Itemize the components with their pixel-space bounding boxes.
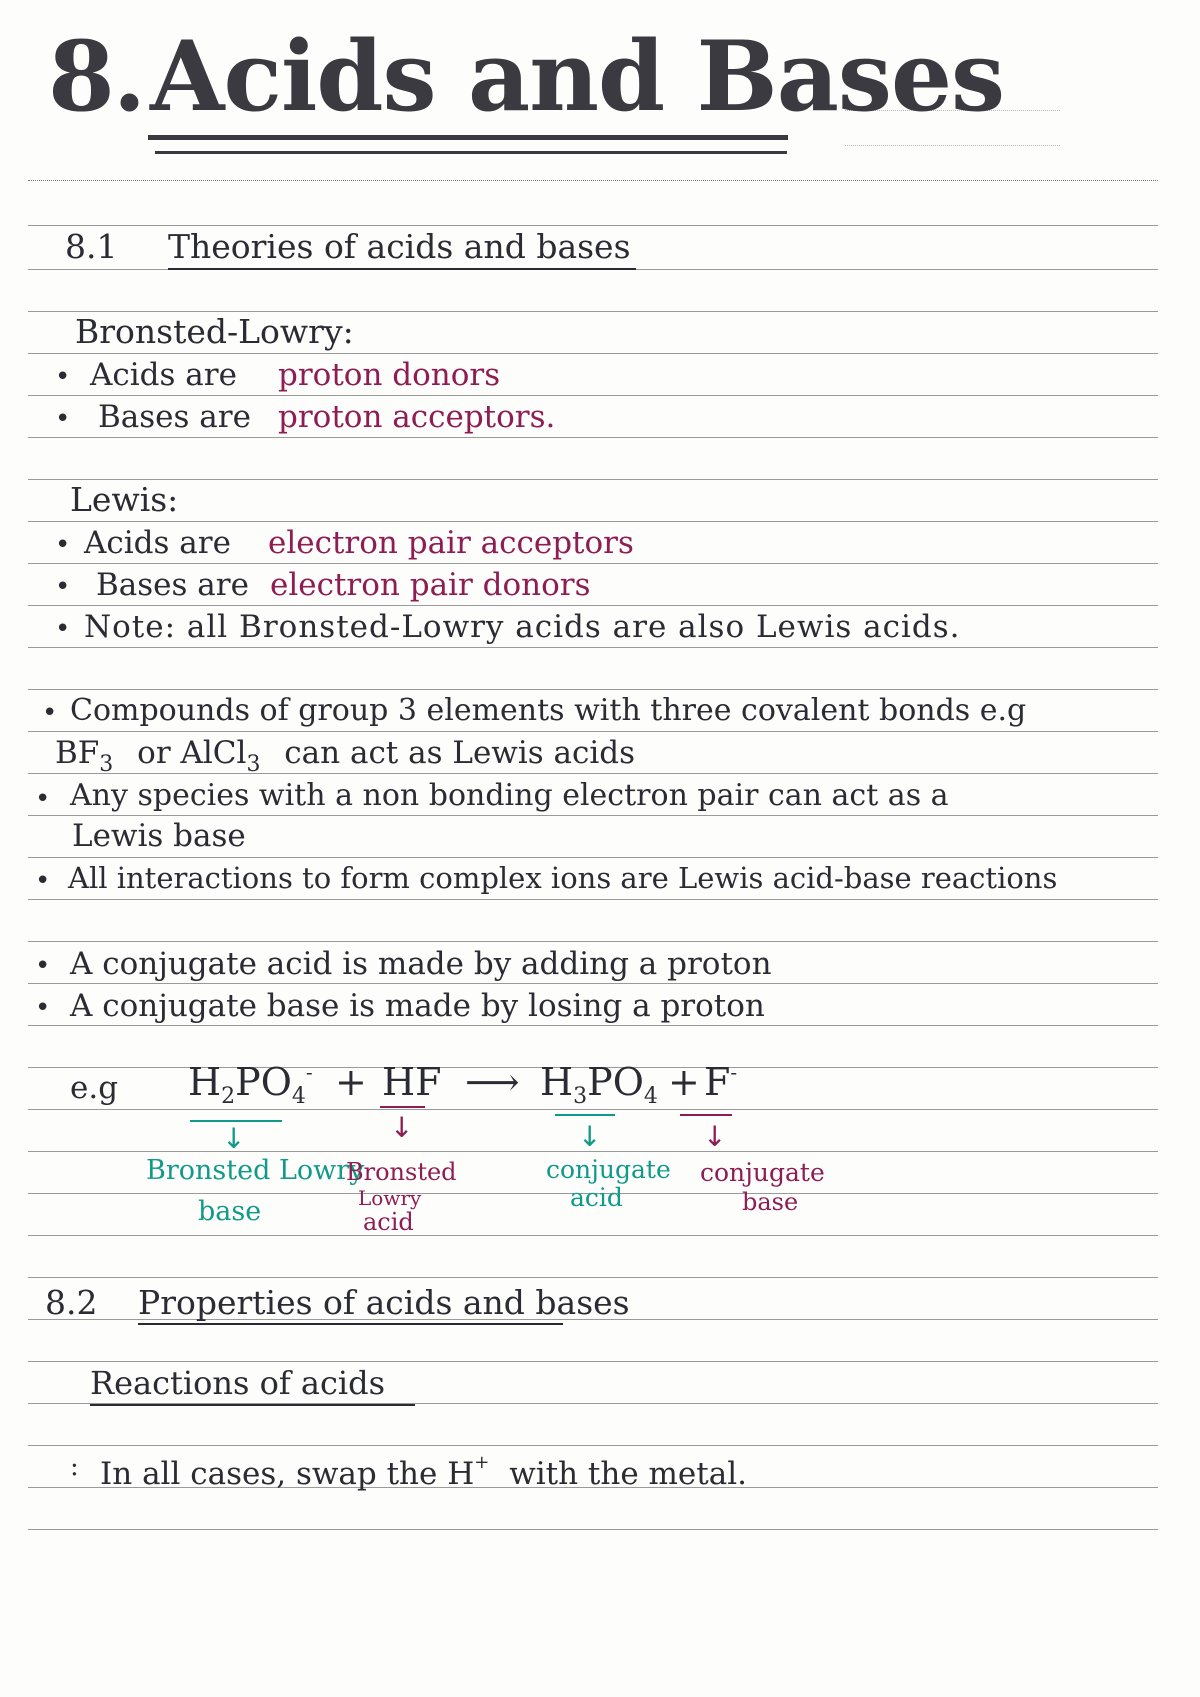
ruled-line xyxy=(28,437,1158,438)
section-number: 8.2 xyxy=(45,1283,98,1322)
swap-line xyxy=(100,1452,747,1492)
example-label: e.g xyxy=(70,1070,119,1106)
bronsted-acids-prefix: Acids are xyxy=(90,357,237,393)
label-conjugate-base: conjugate xyxy=(700,1158,825,1187)
swap-line-suffix: with the metal. xyxy=(509,1456,747,1492)
compounds-line-1: Compounds of group 3 elements with three covalent bonds e.g xyxy=(70,693,1027,728)
ruled-line xyxy=(28,605,1158,606)
ruled-line xyxy=(28,731,1158,732)
ruled-line xyxy=(28,479,1158,480)
ruled-line xyxy=(28,689,1158,690)
bullet-dot-icon: • xyxy=(35,951,51,981)
h3po4-sub-4: 4 xyxy=(643,1084,658,1109)
conjugate-acid-line: A conjugate acid is made by adding a proton xyxy=(70,946,772,982)
down-arrow-icon: ↓ xyxy=(703,1120,727,1153)
ruled-line xyxy=(28,647,1158,648)
ruled-line xyxy=(28,1529,1158,1530)
title-dotted-line xyxy=(845,145,1060,146)
section-heading: Theories of acids and bases xyxy=(168,227,631,266)
ruled-line xyxy=(28,225,1158,226)
ruled-line xyxy=(28,1235,1158,1236)
h2po4-sub-4: 4 xyxy=(291,1084,306,1109)
label-conjugate-base: base xyxy=(742,1188,799,1216)
ruled-line xyxy=(28,563,1158,564)
h2po4-h: H xyxy=(188,1060,222,1104)
sub-heading-underline xyxy=(90,1404,415,1406)
sub-heading: Reactions of acids xyxy=(90,1364,386,1402)
alcl3-formula: or AlCl xyxy=(137,735,247,771)
ruled-line xyxy=(28,1109,1158,1110)
ruled-line xyxy=(28,1025,1158,1026)
ruled-line xyxy=(28,1277,1158,1278)
ruled-line xyxy=(28,857,1158,858)
lewis-note: Note: all Bronsted-Lowry acids are also Lewis acids. xyxy=(84,609,961,645)
ruled-line xyxy=(28,521,1158,522)
bullet-dot-icon: • xyxy=(35,784,51,814)
section-heading: Properties of acids and bases xyxy=(138,1283,630,1322)
ruled-line xyxy=(28,180,1158,181)
complex-ions-line: All interactions to form complex ions are Lewis acid-base reactions xyxy=(68,861,1058,895)
label-conjugate-acid: acid xyxy=(570,1183,623,1212)
h2po4-charge: - xyxy=(305,1060,313,1084)
species-underline xyxy=(680,1114,732,1116)
label-bronsted-lowry-acid: acid xyxy=(363,1208,414,1236)
lewis-acids-def: electron pair acceptors xyxy=(268,525,634,561)
section-number: 8.1 xyxy=(65,227,118,266)
ruled-line xyxy=(28,941,1158,942)
label-bronsted-lowry-acid: Bronsted xyxy=(346,1158,457,1186)
lewis-bases-def: electron pair donors xyxy=(270,567,591,603)
ruled-line xyxy=(28,983,1158,984)
bullet-dot-icon: • xyxy=(35,993,51,1023)
bullet-dot-icon: : xyxy=(70,1452,79,1482)
ruled-line xyxy=(28,899,1158,900)
label-conjugate-acid: conjugate xyxy=(546,1155,671,1184)
species-underline xyxy=(380,1106,425,1108)
down-arrow-icon: ↓ xyxy=(578,1120,602,1153)
ruled-line xyxy=(28,1445,1158,1446)
f-species xyxy=(704,1060,737,1104)
h2po4-species xyxy=(188,1060,313,1109)
species-line-2: Lewis base xyxy=(72,818,246,854)
species-line-1: Any species with a non bonding electron pair can act as a xyxy=(70,778,949,813)
heading-underline xyxy=(168,268,636,270)
bronsted-heading: Bronsted-Lowry: xyxy=(75,312,354,351)
bullet-dot-icon: • xyxy=(55,614,71,644)
bullet-dot-icon: • xyxy=(55,530,71,560)
h3po4-h: H xyxy=(540,1060,574,1104)
f-charge: - xyxy=(730,1060,738,1084)
h3po4-sub-3: 3 xyxy=(573,1084,588,1109)
down-arrow-icon: ↓ xyxy=(222,1122,246,1155)
h3po4-po: PO xyxy=(587,1060,644,1104)
heading-underline xyxy=(138,1323,563,1325)
title-underline xyxy=(148,135,788,140)
bronsted-bases-def: proton acceptors. xyxy=(278,399,556,435)
lewis-bases-prefix: Bases are xyxy=(96,567,249,603)
title-number: 8. xyxy=(48,20,145,133)
plus-sign: + xyxy=(668,1060,700,1104)
conjugate-base-line: A conjugate base is made by losing a proton xyxy=(70,988,765,1024)
lewis-acids-prefix: Acids are xyxy=(84,525,231,561)
bronsted-bases-prefix: Bases are xyxy=(98,399,251,435)
h2po4-sub-2: 2 xyxy=(221,1084,236,1109)
ruled-line xyxy=(28,1361,1158,1362)
label-bronsted-lowry-acid: Lowry xyxy=(358,1186,422,1210)
ruled-line xyxy=(28,353,1158,354)
label-bronsted-lowry-base: Bronsted Lowry xyxy=(146,1155,365,1186)
bullet-dot-icon: • xyxy=(42,698,58,728)
reaction-arrow-icon: ⟶ xyxy=(465,1060,520,1104)
species-underline xyxy=(555,1114,615,1116)
bronsted-acids-def: proton donors xyxy=(278,357,501,393)
hf-species: HF xyxy=(382,1060,442,1104)
h3po4-species xyxy=(540,1060,658,1109)
bullet-dot-icon: • xyxy=(35,866,51,896)
h2po4-po: PO xyxy=(235,1060,292,1104)
ruled-line xyxy=(28,815,1158,816)
compounds-line-2 xyxy=(55,735,635,777)
swap-line-plus: + xyxy=(474,1452,490,1473)
bf3-formula: BF xyxy=(55,735,100,771)
bf3-subscript: 3 xyxy=(99,752,114,777)
lewis-heading: Lewis: xyxy=(70,480,179,519)
bullet-dot-icon: • xyxy=(55,404,71,434)
bullet-dot-icon: • xyxy=(55,362,71,392)
label-bronsted-lowry-base: base xyxy=(198,1196,262,1227)
alcl3-subscript: 3 xyxy=(246,752,261,777)
plus-sign: + xyxy=(335,1060,367,1104)
ruled-line xyxy=(28,395,1158,396)
lewis-acids-text: can act as Lewis acids xyxy=(284,735,636,771)
down-arrow-icon: ↓ xyxy=(390,1111,414,1144)
title-underline xyxy=(155,151,787,154)
page-title: Acids and Bases xyxy=(150,20,1005,133)
swap-line-prefix: In all cases, swap the H xyxy=(100,1456,475,1492)
bullet-dot-icon: • xyxy=(55,572,71,602)
f-symbol: F xyxy=(704,1060,731,1104)
